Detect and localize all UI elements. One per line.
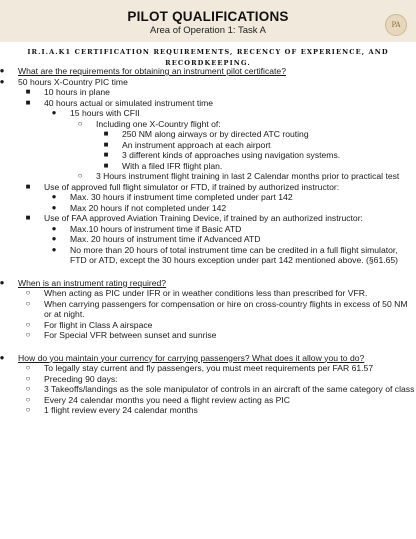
list-item: ○ 1 flight review every 24 calendar months — [25, 405, 198, 415]
section-2 — [0, 278, 416, 341]
list-item: ○ For flight in Class A airspace — [25, 319, 153, 330]
bullet-square-icon: ■ — [25, 87, 31, 96]
list-item: ● Max.10 hours of instrument time if Basic ATD — [51, 223, 242, 234]
list-item: ■ 40 hours actual or simulated instrument time ● 15 hours with CFII ○ Including one X-Country flight of: ■ 250 NM along airways or by directed ATC routing ■ An instrument approach at each airport ■ 3 different kinds of approaches using navigation systems. ■ With a filed IFR flight plan. ○ 3 Hours instrument flight training in last 2 Calendar months prior to practical test — [34, 98, 416, 182]
list-item: ● 15 hours with CFII ○ Including one X-Country flight of: ■ 250 NM along airways or by directed ATC routing ■ An instrument approach at each airport ■ 3 different kinds of approaches using navigation systems. ■ With a filed IFR flight plan. ○ 3 Hours instrument flight training in last 2 Calendar months prior to practical test — [60, 108, 416, 182]
list-item: ■ 3 different kinds of approaches using navigation systems. — [103, 150, 341, 160]
bullet-disc-icon: ● — [51, 202, 57, 212]
page-subtitle: Area of Operation 1: Task A — [149, 25, 266, 36]
bullet-circle-icon: ○ — [25, 394, 31, 404]
bullet-disc-icon: ● — [0, 277, 5, 287]
question-3: ● How do you maintain your currency for carrying passengers? What does it allow you to do? ○ To legally stay current and fly passengers, you must meet requirements per FAR 61.57 ○ Preceding 90 days: ○ 3 Takeoffs/landings as the sole manipulator of controls in an aircraft of the same category of class ○ Every 24 calendar months you need a flight review acting as PIC ○ 1 flight review every 24 calendar months — [0, 352, 415, 415]
bullet-disc-icon: ● — [51, 244, 57, 254]
list-item: ● Max 20 hours if not completed under 142 — [51, 202, 227, 213]
list-item: ○ When acting as PIC under IFR or in weather conditions less than prescribed for VFR. — [25, 288, 368, 298]
logo-seal-icon — [385, 14, 407, 36]
list-item: ● Max. 20 hours of instrument time if Advanced ATD — [51, 234, 261, 244]
list-item: ■ Use of approved full flight simulator or FTD, if trained by authorized instructor: ● Max. 30 hours if instrument time completed under part 142 ● Max 20 hours if not completed under 142 — [34, 182, 416, 214]
list-item: ○ Every 24 calendar months you need a flight review acting as PIC — [25, 394, 291, 405]
bullet-circle-icon: ○ — [25, 405, 31, 414]
bullet-disc-icon: ● — [51, 192, 57, 201]
page-title: PILOT QUALIFICATIONS — [127, 9, 289, 24]
list-item: ■ Use of FAA approved Aviation Training Device, if trained by an authorized instructor: ● Max.10 hours of instrument time if Basic ATD ● Max. 20 hours of instrument time if Advanced ATD ● No more than 20 hours of total instrument time can be credited in a full flight simulator, FTD or ATD, except the 30 hours exception under part 142 mentioned above. (§61.65) — [34, 213, 416, 266]
list-item: ○ To legally stay current and fly passengers, you must meet requirements per FAR 61.57 — [25, 363, 374, 373]
bullet-circle-icon: ○ — [77, 118, 83, 128]
section-heading: IR.I.A.K1 CERTIFICATION REQUIREMENTS, RECENCY OF EXPERIENCE, AND RECORDKEEPING. — [27, 48, 389, 67]
list-item: ● Max. 30 hours if instrument time completed under part 142 — [51, 192, 293, 202]
bullet-circle-icon: ○ — [25, 298, 31, 308]
bullet-square-icon: ■ — [25, 97, 31, 107]
list-item: ○ Including one X-Country flight of: ■ 250 NM along airways or by directed ATC routing ■ An instrument approach at each airport ■ 3 different kinds of approaches using navigation systems. ■ With a filed IFR flight plan. — [86, 119, 416, 172]
bullet-square-icon: ■ — [103, 160, 109, 170]
bullet-square-icon: ■ — [25, 181, 31, 191]
bullet-square-icon: ■ — [103, 129, 109, 138]
bullet-circle-icon: ○ — [77, 171, 83, 180]
bullet-square-icon: ■ — [103, 150, 109, 159]
list-item: ○ When carrying passengers for compensation or hire on cross-country flights in excess of 50 NM or at night. — [25, 298, 408, 319]
list-item: ● 50 hours X-Country PIC time ■ 10 hours in plane ■ 40 hours actual or simulated instrument time ● 15 hours with CFII ○ Including one X-Country flight of: ■ 250 NM along airways or by directed ATC routing ■ An instrument approach at each airport ■ 3 different kinds of approaches using navigation systems. ■ With a filed IFR flight plan. ○ 3 Hours instrument flight training in last 2 Calendar months prior to practical test ■ Use of approved full flight simulator or FTD, if trained by authorized instructor: ● Max. 30 hours if instrument time completed under part 142 ● Max 20 hours if not completed under 142 ■ Use of FAA approved Aviation Training Device, if trained by an authorized instructor: ● Max.10 hours of instrument time if Basic ATD ● Max. 20 hours of instrument time if Advanced ATD ● No more than 20 hours of total instrument time can be credited in a full flight simulator, FTD or ATD, except the 30 hours exception under part 142 mentioned above. (§61.65) — [8, 77, 416, 266]
question-1: ● What are the requirements for obtaining an instrument pilot certificate? — [0, 66, 286, 76]
list-item: ○ Preceding 90 days: — [25, 373, 118, 384]
bullet-circle-icon: ○ — [25, 384, 31, 393]
section-1 — [0, 66, 416, 266]
bullet-disc-icon: ● — [51, 108, 57, 117]
bullet-disc-icon: ● — [51, 234, 57, 243]
section-3 — [0, 353, 416, 416]
bullet-circle-icon: ○ — [25, 319, 31, 329]
header-band — [0, 0, 416, 42]
bullet-disc-icon: ● — [0, 76, 5, 86]
list-item: ● No more than 20 hours of total instrument time can be credited in a full flight simulator, FTD or ATD, except the 30 hours exception under part 142 mentioned above. (§61.65) — [51, 244, 399, 265]
list-item: ■ An instrument approach at each airport — [103, 139, 271, 150]
logo-text: PA — [391, 21, 401, 29]
list-item: ■ With a filed IFR flight plan. — [103, 160, 223, 171]
bullet-circle-icon: ○ — [25, 373, 31, 383]
list-item: ■ 10 hours in plane — [25, 87, 110, 97]
bullet-circle-icon: ○ — [25, 363, 31, 372]
bullet-circle-icon: ○ — [25, 288, 31, 297]
list-item: ○ 3 Hours instrument flight training in last 2 Calendar months prior to practical test — [77, 171, 400, 181]
bullet-disc-icon: ● — [0, 66, 5, 75]
list-item: ○ 3 Takeoffs/landings as the sole manipulator of controls in an aircraft of the same category of class — [25, 384, 415, 394]
list-item: ■ 250 NM along airways or by directed ATC routing — [103, 129, 309, 139]
list-item: ○ For Special VFR between sunset and sunrise — [25, 330, 217, 340]
content-body — [0, 66, 416, 416]
bullet-circle-icon: ○ — [25, 330, 31, 339]
question-2: ● When is an instrument rating required? ○ When acting as PIC under IFR or in weather conditions less than prescribed for VFR. ○ When carrying passengers for compensation or hire on cross-country flights in excess of 50 NM or at night. ○ For flight in Class A airspace ○ For Special VFR between sunset and sunrise — [8, 278, 416, 341]
bullet-disc-icon: ● — [0, 352, 5, 362]
bullet-square-icon: ■ — [103, 139, 109, 149]
bullet-disc-icon: ● — [51, 223, 57, 233]
bullet-square-icon: ■ — [25, 213, 31, 222]
